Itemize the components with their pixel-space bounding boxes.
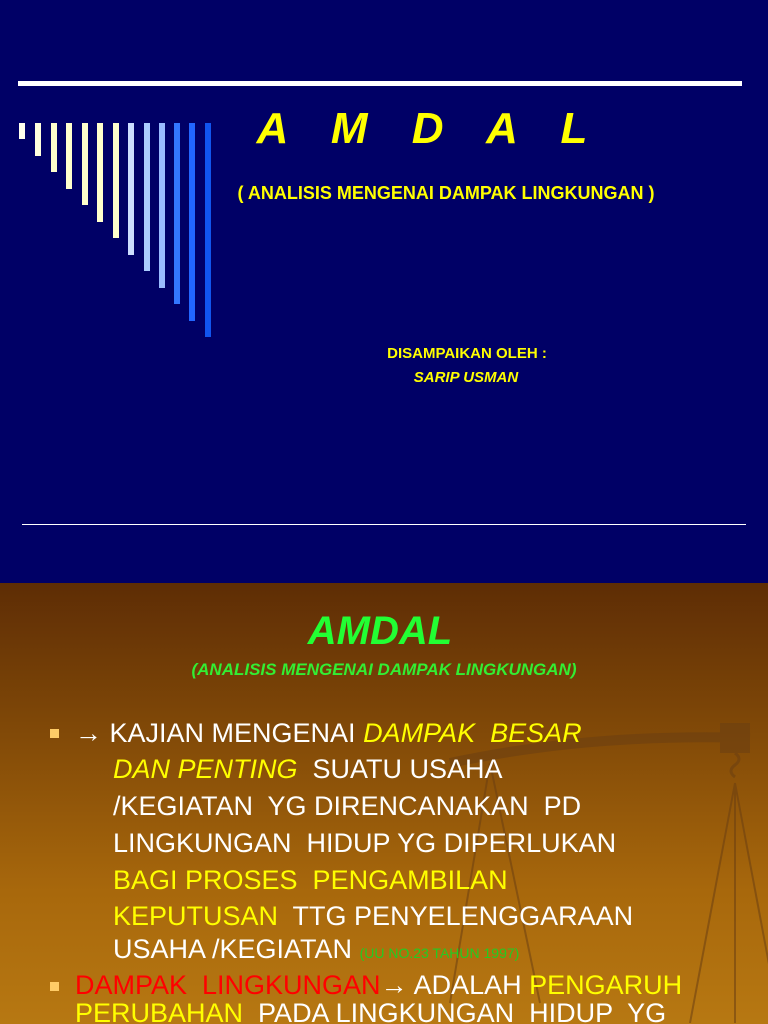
highlight-segment: PERUBAHAN (75, 998, 244, 1024)
highlight-segment: DAN PENTING (113, 754, 298, 784)
bullet1-line1 (75, 718, 582, 749)
slide-title: AMDAL (307, 609, 453, 653)
highlight-segment: DAMPAK BESAR (363, 718, 582, 748)
bullet1-line2 (113, 754, 503, 785)
text-segment: KAJIAN MENGENAI (102, 718, 364, 748)
text-segment: USAHA /KEGIATAN (113, 934, 360, 964)
slide-subtitle: ( ANALISIS MENGENAI DAMPAK LINGKUNGAN ) (237, 183, 655, 203)
bullet2-line1 (75, 970, 682, 1001)
text-segment: ADALAH (407, 970, 530, 1000)
text-segment: PADA LINGKUNGAN HIDUP YG (243, 998, 667, 1024)
text-segment: TTG PENYELENGGARAAN (278, 901, 634, 931)
decor-bar (205, 123, 211, 337)
top-divider (18, 81, 742, 86)
bullet1-line6 (113, 901, 633, 932)
text-segment: SUATU USAHA (297, 754, 503, 784)
bullet1-line5: BAGI PROSES PENGAMBILAN (113, 865, 508, 895)
slide-subtitle: (ANALISIS MENGENAI DAMPAK LINGKUNGAN) (191, 660, 577, 679)
bullet1-line4: LINGKUNGAN HIDUP YG DIPERLUKAN (113, 828, 617, 858)
bullet-marker (50, 982, 59, 991)
presenter-name: SARIP USMAN (413, 369, 519, 386)
bullet2-line2 (75, 998, 666, 1024)
law-reference: (UU NO.23 TAHUN 1997) (359, 945, 520, 961)
arrow-icon: → (380, 970, 408, 1000)
slide-title: A M D A L (256, 104, 604, 153)
warning-segment: DAMPAK LINGKUNGAN (75, 970, 381, 1000)
highlight-segment: KEPUTUSAN (113, 901, 279, 931)
bullet1-line7 (113, 934, 519, 965)
bullet1-line3: /KEGIATAN YG DIRENCANAKAN PD (113, 791, 582, 821)
arrow-icon: → (75, 718, 102, 748)
highlight-segment: PENGARUH (529, 970, 683, 1000)
bottom-divider (22, 524, 746, 525)
content-slide (0, 583, 768, 1024)
presented-by-label: DISAMPAIKAN OLEH : (387, 345, 547, 362)
bullet-marker (50, 729, 59, 738)
